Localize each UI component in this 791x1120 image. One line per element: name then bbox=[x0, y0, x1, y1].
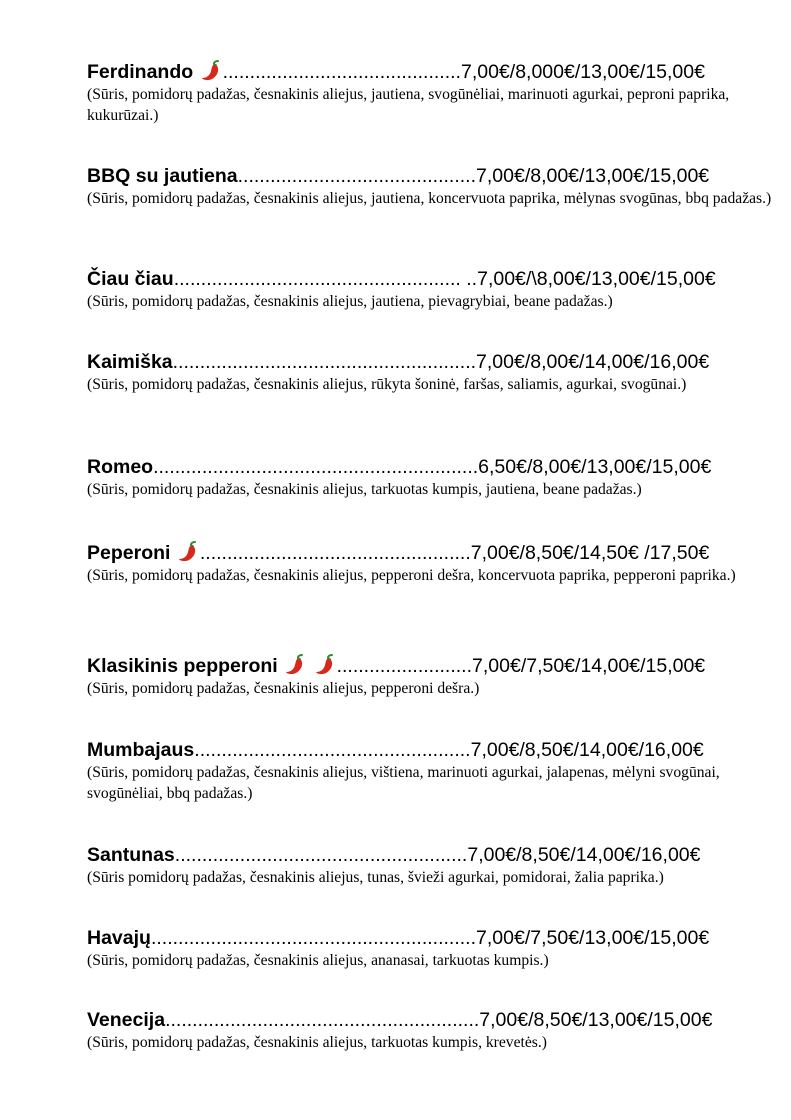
menu-item-name: Havajų bbox=[87, 927, 151, 949]
menu-item-description: (Sūris, pomidorų padažas, česnakinis aliejus, ananasai, tarkuotas kumpis.) bbox=[87, 952, 549, 969]
menu-item-title-line bbox=[87, 540, 787, 565]
menu-item-price: 7,00€/8,00€/14,00€/16,00€ bbox=[476, 351, 710, 373]
menu-item-mumbajaus bbox=[87, 738, 787, 804]
chili-pepper-icon bbox=[199, 59, 223, 83]
leader-dots: .......................................................... bbox=[165, 1009, 480, 1031]
menu-item-title-line bbox=[87, 267, 787, 291]
menu-item-description: (Sūris, pomidorų padažas, česnakinis aliejus, jautiena, pievagrybiai, beane padažas.) bbox=[87, 293, 613, 310]
menu-item-price: 7,00€/8,00€/13,00€/15,00€ bbox=[476, 165, 710, 187]
menu-item-santunas bbox=[87, 843, 787, 888]
menu-item-description: (Sūris, pomidorų padažas, česnakinis aliejus, pepperoni dešra.) bbox=[87, 680, 480, 697]
menu-item-description: (Sūris, pomidorų padažas, česnakinis aliejus, jautiena, svogūnėliai, marinuoti agurkai, peproni paprika, kukurūzai.) bbox=[87, 86, 730, 124]
chili-pepper-icon bbox=[283, 653, 307, 677]
menu-item-description: (Sūris pomidorų padažas, česnakinis aliejus, tunas, švieži agurkai, pomidorai, žalia paprika.) bbox=[87, 869, 664, 886]
menu-item-name: Venecija bbox=[87, 1009, 166, 1031]
menu-item-name: Santunas bbox=[87, 844, 175, 866]
menu-item-klasikinis-pepperoni bbox=[87, 653, 787, 699]
menu-item-price: 6,50€/8,00€/13,00€/15,00€ bbox=[478, 456, 712, 478]
leader-dots: ................................................... bbox=[194, 739, 471, 761]
menu-item-description: (Sūris, pomidorų padažas, česnakinis aliejus, pepperoni dešra, koncervuota paprika, pepperoni paprika.) bbox=[87, 567, 736, 584]
menu-item-romeo bbox=[87, 455, 787, 500]
menu-item-venecija bbox=[87, 1008, 787, 1053]
menu-item-name: Klasikinis pepperoni bbox=[87, 655, 278, 677]
menu-item-price: 7,00€/\8,00€/13,00€/15,00€ bbox=[477, 268, 716, 290]
menu-item-price: 7,00€/8,50€/14,50€ /17,50€ bbox=[470, 542, 710, 564]
menu-item-name: Kaimiška bbox=[87, 351, 173, 373]
menu-item-title-line bbox=[87, 59, 787, 84]
menu-item-name: Mumbajaus bbox=[87, 739, 195, 761]
menu-item-price: 7,00€/8,000€/13,00€/15,00€ bbox=[460, 61, 705, 83]
menu-item-price: 7,00€/8,50€/13,00€/15,00€ bbox=[479, 1009, 713, 1031]
menu-item-bbq-su-jautiena bbox=[87, 164, 787, 209]
leader-dots: ..................................................... .. bbox=[173, 268, 478, 290]
menu-item-title-line bbox=[87, 164, 787, 188]
leader-dots: ............................................................ bbox=[153, 456, 479, 478]
menu-item-description: (Sūris, pomidorų padažas, česnakinis aliejus, tarkuotas kumpis, jautiena, beane padažas.) bbox=[87, 481, 642, 498]
menu-item-description: (Sūris, pomidorų padažas, česnakinis aliejus, vištiena, marinuoti agurkai, jalapenas, mėlyni svogūnai, svogūnėliai, bbq padažas.) bbox=[87, 764, 720, 802]
menu-item-price: 7,00€/8,50€/14,00€/16,00€ bbox=[470, 739, 704, 761]
menu-item-kaimiska bbox=[87, 350, 787, 395]
menu-item-title-line bbox=[87, 738, 787, 762]
menu-item-title-line bbox=[87, 455, 787, 479]
menu-item-title-line bbox=[87, 1008, 787, 1032]
menu-item-price: 7,00€/7,50€/14,00€/15,00€ bbox=[472, 655, 706, 677]
menu-item-title-line bbox=[87, 350, 787, 374]
menu-item-price: 7,00€/8,50€/14,00€/16,00€ bbox=[467, 844, 701, 866]
menu-item-price: 7,00€/7,50€/13,00€/15,00€ bbox=[476, 927, 710, 949]
leader-dots: ...................................................... bbox=[174, 844, 468, 866]
menu-item-description: (Sūris, pomidorų padažas, česnakinis aliejus, rūkyta šoninė, faršas, saliamis, agurkai, svogūnai.) bbox=[87, 376, 687, 393]
menu-item-ferdinando bbox=[87, 59, 787, 126]
menu-item-title-line bbox=[87, 926, 787, 950]
leader-dots: .................................................. bbox=[199, 542, 471, 564]
menu-item-title-line bbox=[87, 653, 787, 678]
leader-dots: ............................................ bbox=[237, 165, 477, 187]
menu-item-name: Romeo bbox=[87, 456, 154, 478]
menu-item-peperoni bbox=[87, 540, 787, 586]
leader-dots: ............................................................ bbox=[150, 927, 477, 949]
menu-item-name: Peperoni bbox=[87, 542, 171, 564]
menu-item-name: BBQ su jautiena bbox=[87, 165, 238, 187]
menu-item-ciau-ciau bbox=[87, 267, 787, 312]
leader-dots: ............................................ bbox=[222, 61, 461, 83]
menu-item-description: (Sūris, pomidorų padažas, česnakinis aliejus, tarkuotas kumpis, krevetės.) bbox=[87, 1034, 547, 1051]
chili-pepper-icon bbox=[176, 540, 200, 564]
menu-item-title-line bbox=[87, 843, 787, 867]
menu-item-havaju bbox=[87, 926, 787, 971]
menu-item-name: Ferdinando bbox=[87, 61, 194, 83]
chili-pepper-icon bbox=[313, 653, 337, 677]
leader-dots: ........................................................ bbox=[172, 351, 477, 373]
menu-item-name: Čiau čiau bbox=[87, 268, 174, 290]
menu-item-description: (Sūris, pomidorų padažas, česnakinis aliejus, jautiena, koncervuota paprika, mėlynas svogūnas, bbq padažas.) bbox=[87, 190, 772, 207]
leader-dots: ......................... bbox=[336, 655, 473, 677]
